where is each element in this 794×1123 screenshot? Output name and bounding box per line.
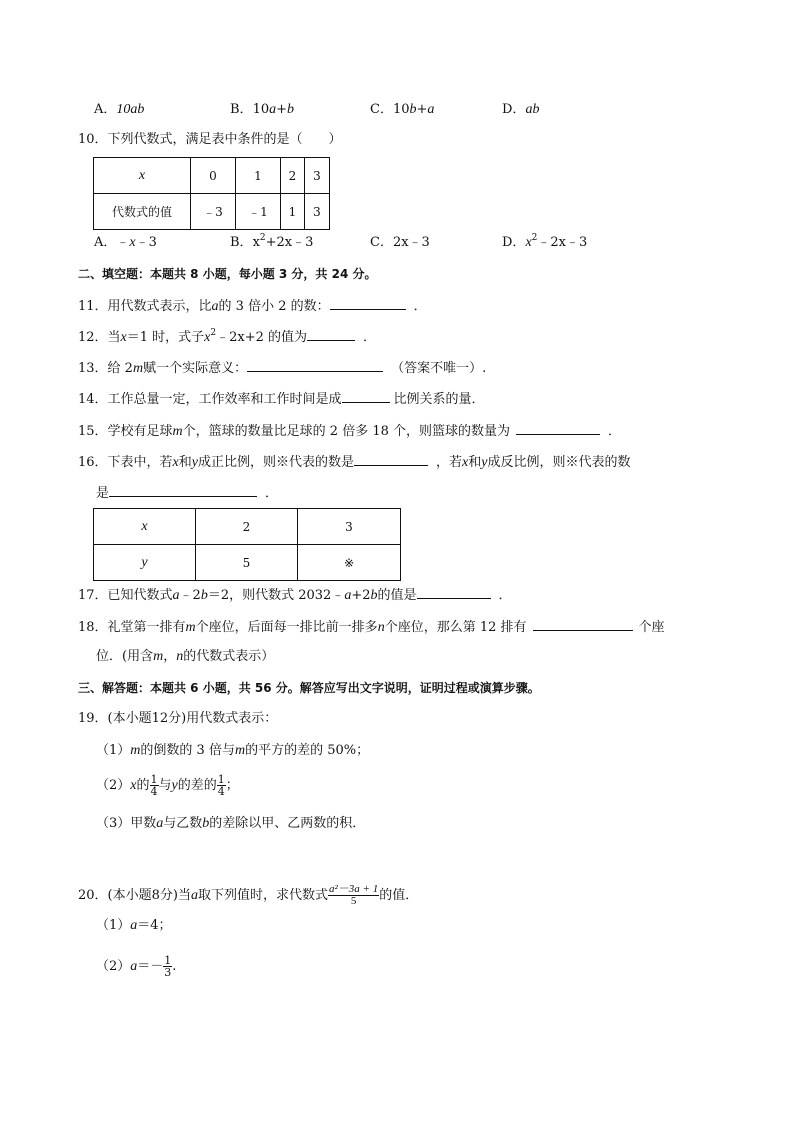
q12: 12．当x＝1 时，式子$x^2﹣2x+2$ 的值为 ． bbox=[78, 328, 377, 345]
q10-table bbox=[93, 157, 330, 230]
q16-line2: 是 ． bbox=[96, 483, 278, 503]
answer-blank[interactable] bbox=[109, 483, 257, 497]
q10-option-a: A．﹣x﹣3 bbox=[94, 235, 157, 250]
q13: 13．给 2m赋一个实际意义： （答案不唯一）. bbox=[78, 358, 486, 378]
section-fill-in-heading: 二、填空题：本题共 8 小题，每小题 3 分，共 24 分。 bbox=[78, 267, 377, 281]
q9-option-c: C．10b+a bbox=[370, 102, 435, 117]
fraction: $\frac{1}{4}$ bbox=[150, 773, 158, 798]
fraction: $\frac{1}{4}$ bbox=[217, 773, 225, 798]
q19-part2: （2）x的 $\frac{1}{4}$ 与y的差的 $\frac{1}{4}$ ； bbox=[96, 773, 239, 798]
answer-blank[interactable] bbox=[307, 327, 355, 341]
q19-part3: （3）甲数a与乙数b的差除以甲、乙两数的积． bbox=[96, 816, 366, 831]
q18-line1: 18．礼堂第一排有m个座位，后面每一排比前一排多n个座位，那么第 12 排有 个座 bbox=[78, 617, 665, 637]
q19-stem: 19．(本小题12分)用代数式表示： bbox=[78, 711, 278, 726]
q10-stem: 10．下列代数式，满足表中条件的是（ ） bbox=[78, 132, 342, 147]
q20-part1: （1）a＝4； bbox=[96, 918, 172, 933]
q10-option-b: B．$x^2+2x﹣3$ bbox=[230, 233, 314, 250]
answer-blank[interactable] bbox=[342, 389, 390, 403]
table-row: x 2 3 bbox=[94, 509, 401, 545]
q17: 17．已知代数式a﹣2b＝2，则代数式 2032﹣a+2b的值是 ． bbox=[78, 585, 512, 605]
table-row: x 0 1 2 3 bbox=[94, 158, 330, 194]
q15: 15．学校有足球m个，篮球的数量比足球的 2 倍多 18 个，则篮球的数量为 ． bbox=[78, 421, 621, 441]
table-row: 代数式的值 ﹣3 ﹣1 1 3 bbox=[94, 194, 330, 230]
answer-blank[interactable] bbox=[330, 296, 406, 310]
answer-blank[interactable] bbox=[533, 617, 633, 631]
q9-option-d: D．ab bbox=[502, 102, 540, 117]
answer-blank[interactable] bbox=[247, 358, 383, 372]
section-solution-heading: 三、解答题：本题共 6 小题，共 56 分。解答应写出文字说明，证明过程或演算步骤。 bbox=[78, 681, 540, 695]
q9-option-b: B．10a+b bbox=[230, 102, 295, 117]
q20-stem: 20．(本小题8分)当a取下列值时，求代数式 $\frac{\text{a²－3a + 1}}{5}$ 的值． bbox=[78, 883, 419, 907]
q11: 11．用代数式表示，比a的 3 倍小 2 的数： ． bbox=[78, 296, 427, 316]
answer-blank[interactable] bbox=[354, 452, 428, 466]
q14: 14．工作总量一定，工作效率和工作时间是成 比例关系的量． bbox=[78, 389, 485, 409]
answer-blank[interactable] bbox=[417, 585, 491, 599]
answer-blank[interactable] bbox=[516, 421, 600, 435]
q20-part2: （2）a＝－ $\frac{1}{3}$ . bbox=[96, 954, 177, 979]
q10-option-c: C．2x﹣3 bbox=[370, 235, 430, 250]
q16-table bbox=[93, 508, 401, 581]
q10-option-d: D．$x^2﹣2x﹣3$ bbox=[502, 233, 588, 250]
fraction: $\frac{1}{3}$ bbox=[164, 954, 172, 979]
q18-line2: 位．(用含m，n的代数式表示） bbox=[96, 649, 275, 664]
table-row: y 5 ※ bbox=[94, 545, 401, 581]
q16-line1: 16．下表中，若x和y成正比例，则※代表的数是 ，若x和y成反比例，则※代表的数 bbox=[78, 452, 631, 472]
q19-part1: （1）m的倒数的 3 倍与m的平方的差的 50%； bbox=[96, 743, 370, 758]
fraction: $\frac{\text{a²－3a + 1}}{5}$ bbox=[328, 883, 379, 907]
q9-option-a: A．10ab bbox=[94, 102, 145, 117]
